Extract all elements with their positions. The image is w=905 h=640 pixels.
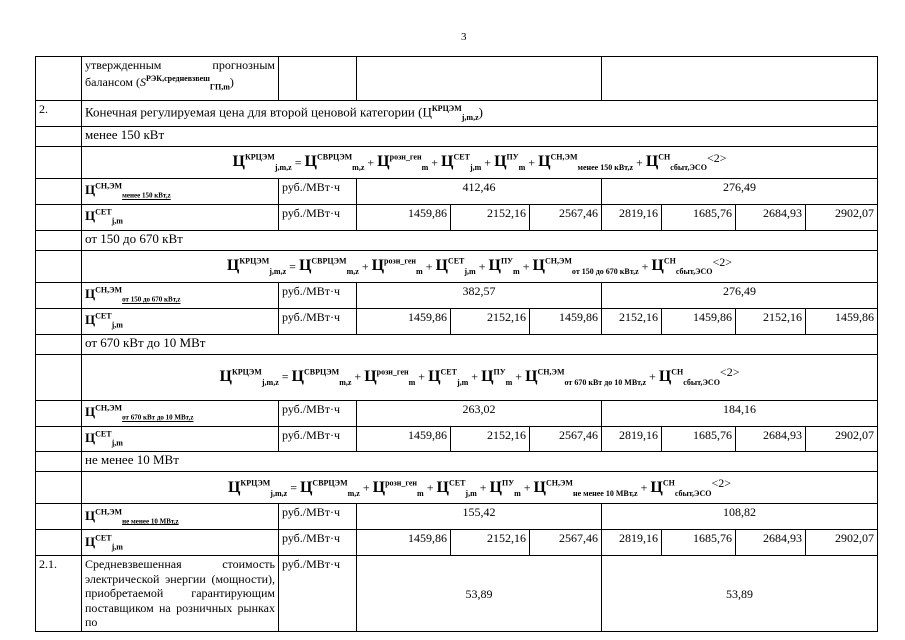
table-row — [36, 400, 878, 426]
price-symbol: $Ц^{СН,ЭМ}_{не менее 10 МВт,z}$ — [533, 478, 638, 498]
table-row — [36, 452, 878, 472]
price-symbol: $Ц^{СЕТ}_{j,m}$ — [435, 256, 476, 277]
price-symbol: $Ц^{СЕТ}_{j,m}$ — [85, 311, 123, 330]
value-cell: 2152,16 — [736, 308, 806, 334]
section-title: Конечная регулируемая цена для второй ценовой категории $(Ц^{КРЦЭМ}_{j,m,z})$ — [82, 101, 878, 127]
price-symbol: $Ц^{СЕТ}_{j,m}$ — [441, 152, 482, 173]
price-symbol: $Ц^{СЕТ}_{j,m}$ — [85, 207, 123, 226]
value-cell: 1685,76 — [662, 530, 736, 556]
range-label: не менее 10 МВт — [82, 452, 878, 472]
price-symbol: $Ц^{ПУ}_m$ — [481, 367, 513, 387]
table-row — [36, 504, 878, 530]
price-symbol: $Ц^{ПУ}_m$ — [489, 478, 521, 498]
price-formula: $Ц^{КРЦЭМ}_{j,m,z} = Ц^{СВРЦЭМ}_{m,z} + Ц^{розн\_ген}_m + Ц^{СЕТ}_{j,m} + Ц^{ПУ}_m + Ц^{СН,ЭМ}_{от 670 кВт до 10 МВт,z} + Ц^{СН}_{сбыт,ЭСО}<2>$ — [82, 354, 878, 400]
sn-symbol-cell: $Ц^{СН,ЭМ}_{от 670 кВт до 10 МВт,z}$ — [82, 400, 279, 426]
table-row — [36, 250, 878, 282]
set-symbol-cell — [82, 530, 279, 556]
price-symbol: $Ц^{СВРЦЭМ}_{m,z}$ — [299, 478, 360, 498]
range-label: от 150 до 670 кВт — [82, 230, 878, 250]
balance-text-cell: утвержденным прогнозным балансом $(S^{РЭК,средневзвеш}_{ГП,m})$ — [82, 57, 279, 101]
value-cell: 2684,93 — [736, 530, 806, 556]
value-cell: 53,89 — [602, 556, 878, 632]
row-number — [36, 57, 82, 101]
table-row — [36, 282, 878, 308]
set-symbol-cell — [82, 426, 279, 452]
price-symbol: $Ц^{розн\_ген}_m$ — [364, 367, 416, 387]
footnote-ref: <2> — [706, 150, 727, 165]
sn-symbol-cell: $Ц^{СН,ЭМ}_{от 150 до 670 кВт,z}$ — [82, 282, 279, 308]
price-formula: $Ц^{КРЦЭМ}_{j,m,z} = Ц^{СВРЦЭМ}_{m,z} + Ц^{розн\_ген}_m + Ц^{СЕТ}_{j,m} + Ц^{ПУ}_m + Ц^{СН,ЭМ}_{менее 150 кВт,z} + Ц^{СН}_{сбыт,ЭСО}<2>$ — [82, 146, 878, 178]
footnote-ref: <2> — [711, 476, 732, 491]
value-cell: 2567,46 — [530, 530, 602, 556]
value-cell: 1459,86 — [806, 308, 878, 334]
price-formula: $Ц^{КРЦЭМ}_{j,m,z} = Ц^{СВРЦЭМ}_{m,z} + Ц^{розн\_ген}_m + Ц^{СЕТ}_{j,m} + Ц^{ПУ}_m + Ц^{СН,ЭМ}_{от 150 до 670 кВт,z} + Ц^{СН}_{сбыт,ЭСО}<2>$ — [82, 250, 878, 282]
footnote-ref: <2> — [719, 365, 740, 380]
value-cell: 2684,93 — [736, 426, 806, 452]
table-row — [36, 472, 878, 504]
table-row — [36, 530, 878, 556]
table-row — [36, 334, 878, 354]
value-cell: 53,89 — [357, 556, 602, 632]
price-symbol: $Ц^{ПУ}_m$ — [488, 256, 520, 277]
price-symbol: $Ц^{КРЦЭМ}_{j,m,z}$ — [232, 152, 292, 173]
value-cell: 155,42 — [357, 504, 602, 530]
price-symbol: $Ц^{розн\_ген}_m$ — [371, 256, 423, 277]
unit-cell: руб./МВт·ч — [279, 530, 357, 556]
value-cell: 1459,86 — [357, 204, 451, 230]
table-row — [36, 230, 878, 250]
price-symbol: $Ц^{СН,ЭМ}_{от 670 кВт до 10 МВт,z}$ — [525, 367, 647, 387]
price-symbol: $Ц^{СН}_{сбыт,ЭСО}$ — [658, 367, 720, 387]
table-row — [36, 126, 878, 146]
table-row — [36, 101, 878, 127]
value-cell: 2902,07 — [806, 426, 878, 452]
unit-cell: руб./МВт·ч — [279, 308, 357, 334]
price-symbol: $Ц^{СН,ЭМ}_{от 150 до 670 кВт,z}$ — [532, 256, 639, 277]
table-row — [36, 308, 878, 334]
price-symbol: $Ц^{КРЦЭМ}_{j,m,z}$ — [227, 478, 288, 498]
price-symbol: $Ц^{розн\_ген}_m$ — [377, 152, 429, 173]
price-symbol: $Ц^{СЕТ}_{j,m}$ — [436, 478, 477, 498]
price-symbol: $Ц^{КРЦЭМ}_{j,m,z}$ — [219, 367, 279, 387]
value-cell: 1459,86 — [662, 308, 736, 334]
range-label: от 670 кВт до 10 МВт — [82, 334, 878, 354]
table-row — [36, 426, 878, 452]
sn-symbol-cell: $Ц^{СН,ЭМ}_{не менее 10 МВт,z}$ — [82, 504, 279, 530]
set-symbol-cell — [82, 204, 279, 230]
value-cell: 2152,16 — [602, 308, 662, 334]
unit-cell: руб./МВт·ч — [279, 556, 357, 632]
table-row — [36, 354, 878, 400]
value-cell: 2152,16 — [451, 204, 530, 230]
value-cell: 2152,16 — [451, 308, 530, 334]
value-cell: 412,46 — [357, 178, 602, 204]
price-symbol: $Ц^{СН,ЭМ}_{менее 150 кВт,z}$ — [538, 152, 634, 173]
price-symbol: $Ц^{СН}_{сбыт,ЭСО}$ — [651, 256, 713, 277]
tariff-table — [35, 56, 878, 632]
table-row — [36, 556, 878, 632]
value-cell: 2902,07 — [806, 204, 878, 230]
price-symbol: $Ц^{СН}_{сбыт,ЭСО}$ — [645, 152, 707, 173]
set-symbol-cell — [82, 308, 279, 334]
row-number: 2. — [36, 101, 82, 127]
value-cell: 2819,16 — [602, 204, 662, 230]
footnote-ref: <2> — [712, 254, 733, 269]
unit-cell: руб./МВт·ч — [279, 282, 357, 308]
value-cell: 276,49 — [602, 178, 878, 204]
value-cell: 2819,16 — [602, 426, 662, 452]
value-cell: 382,57 — [357, 282, 602, 308]
value-cell: 2152,16 — [451, 426, 530, 452]
unit-cell: руб./МВт·ч — [279, 178, 357, 204]
sn-symbol-cell: $Ц^{СН,ЭМ}_{менее 150 кВт,z}$ — [82, 178, 279, 204]
price-formula: $Ц^{КРЦЭМ}_{j,m,z} = Ц^{СВРЦЭМ}_{m,z} + Ц^{розн\_ген}_m + Ц^{СЕТ}_{j,m} + Ц^{ПУ}_m + Ц^{СН,ЭМ}_{не менее 10 МВт,z} + Ц^{СН}_{сбыт,ЭСО}<2>$ — [82, 472, 878, 504]
price-symbol: $Ц^{ПУ}_m$ — [494, 152, 526, 173]
value-cell: 1685,76 — [662, 204, 736, 230]
unit-cell: руб./МВт·ч — [279, 400, 357, 426]
unit-cell: руб./МВт·ч — [279, 504, 357, 530]
value-cell: 1459,86 — [357, 530, 451, 556]
value-cell: 1459,86 — [357, 426, 451, 452]
value-cell: 2567,46 — [530, 204, 602, 230]
unit-cell: руб./МВт·ч — [279, 426, 357, 452]
value-cell: 2819,16 — [602, 530, 662, 556]
table-row — [36, 178, 878, 204]
value-cell: 276,49 — [602, 282, 878, 308]
description-cell: Средневзвешенная стоимость электрической энергии (мощности), приобретаемой гарантирующим поставщиком на розничных рынках по — [82, 556, 279, 632]
value-cell: 1459,86 — [357, 308, 451, 334]
table-row — [36, 146, 878, 178]
price-symbol: $Ц^{СЕТ}_{j,m}$ — [85, 429, 123, 448]
value-cell: 2902,07 — [806, 530, 878, 556]
price-symbol: $Ц^{СВРЦЭМ}_{m,z}$ — [291, 367, 352, 387]
value-cell: 108,82 — [602, 504, 878, 530]
value-cell: 263,02 — [357, 400, 602, 426]
row-number: 2.1. — [36, 556, 82, 632]
page-number: 3 — [461, 31, 467, 43]
value-cell: 184,16 — [602, 400, 878, 426]
price-symbol: $Ц^{СН}_{сбыт,ЭСО}$ — [650, 478, 712, 498]
value-cell: 1685,76 — [662, 426, 736, 452]
range-label: менее 150 кВт — [82, 126, 878, 146]
price-symbol: $Ц^{розн\_ген}_m$ — [372, 478, 424, 498]
table-row — [36, 204, 878, 230]
value-cell: 2152,16 — [451, 530, 530, 556]
table-row — [36, 57, 878, 101]
price-symbol: $Ц^{СВРЦЭМ}_{m,z}$ — [298, 256, 359, 277]
price-symbol: $Ц^{СВРЦЭМ}_{m,z}$ — [304, 152, 365, 173]
value-cell: 2684,93 — [736, 204, 806, 230]
value-cell: 1459,86 — [530, 308, 602, 334]
unit-cell: руб./МВт·ч — [279, 204, 357, 230]
price-symbol: $Ц^{КРЦЭМ}_{j,m,z}$ — [226, 256, 287, 277]
price-symbol: $Ц^{СЕТ}_{j,m}$ — [85, 533, 123, 552]
price-symbol: $Ц^{СЕТ}_{j,m}$ — [428, 367, 469, 387]
value-cell: 2567,46 — [530, 426, 602, 452]
